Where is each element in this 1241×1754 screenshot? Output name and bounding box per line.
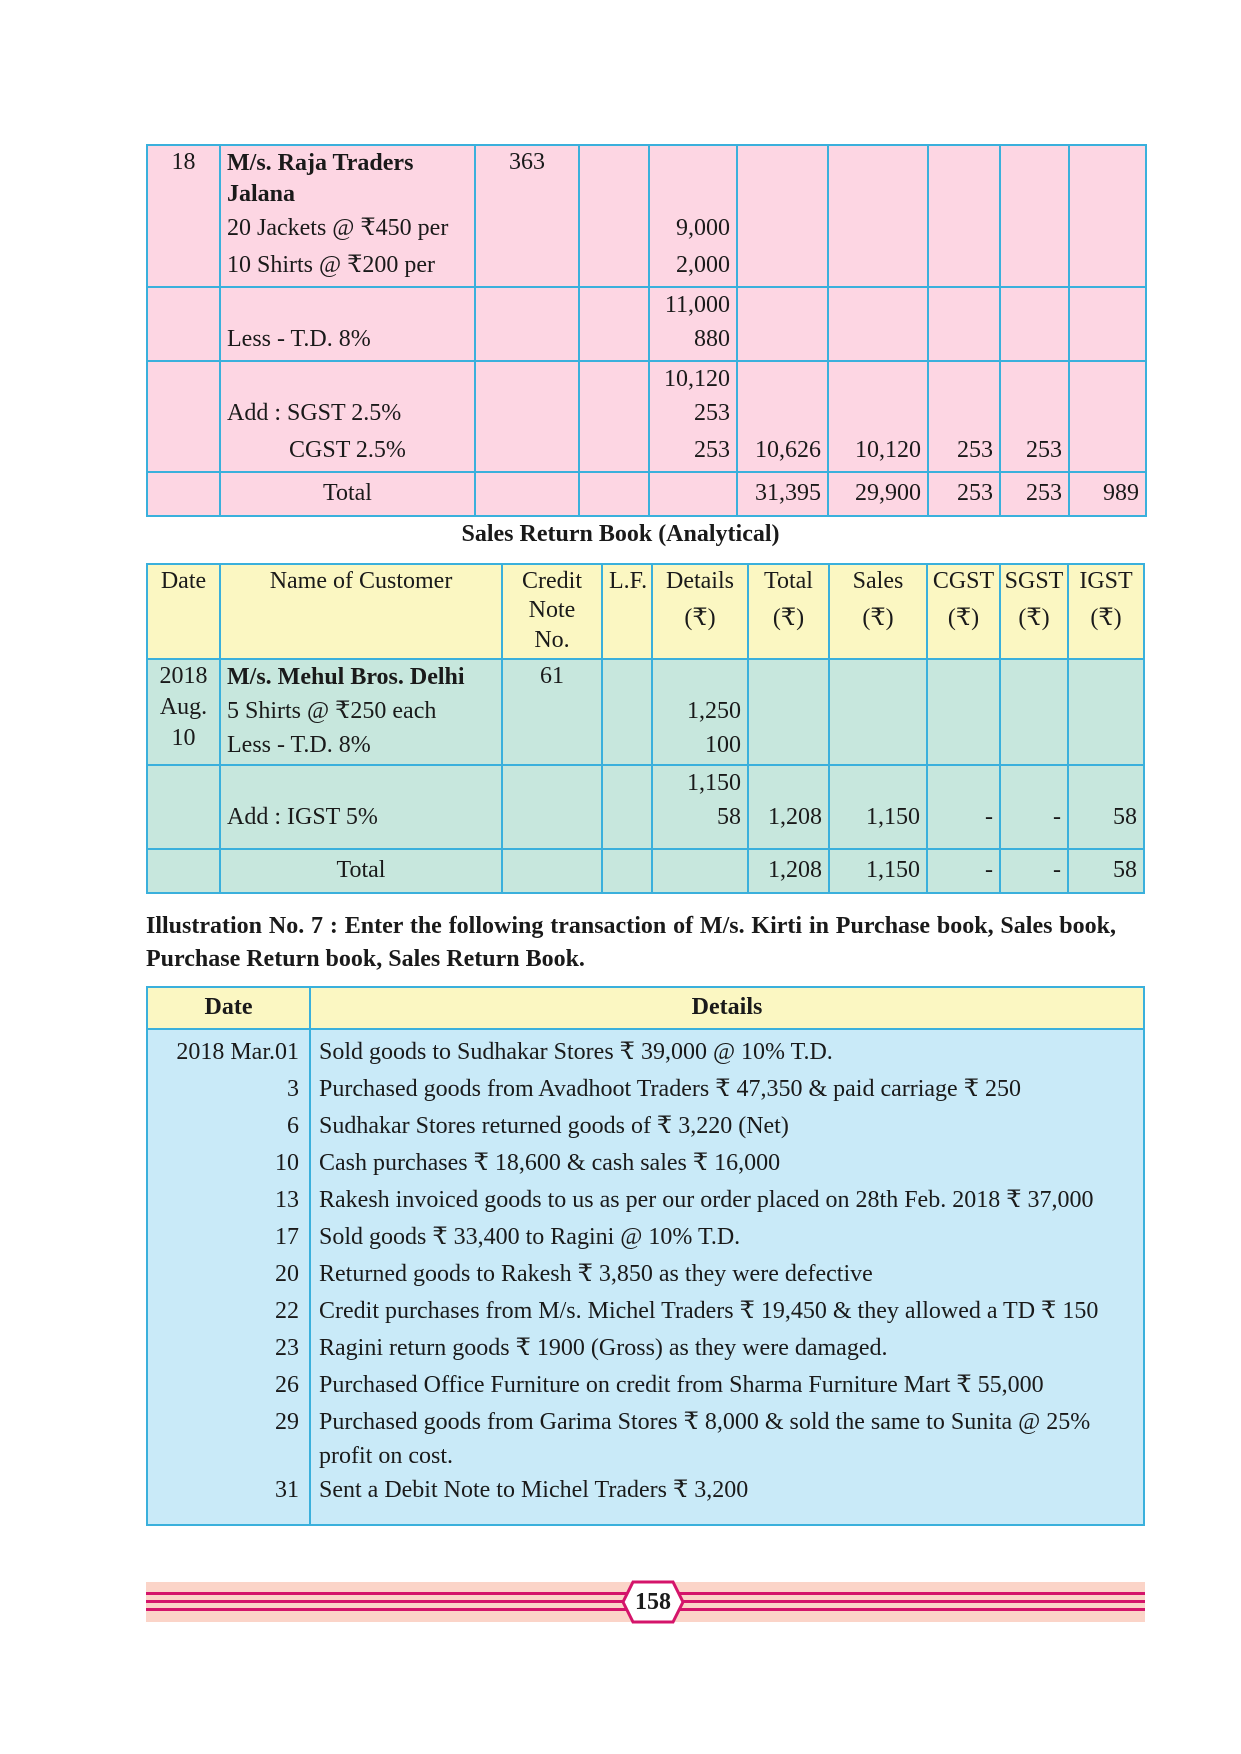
- sales-return-heading: Sales Return Book (Analytical): [461, 521, 780, 547]
- col-sgst: SGST (₹): [1000, 564, 1068, 659]
- details-cell: 1,150 58: [652, 765, 748, 849]
- total-label: Total: [220, 849, 502, 893]
- illustration-text: Illustration No. 7 : Enter the following transaction of M/s. Kirti in Purchase book, Sales book, Purchase Return book, Sales Return Book.: [146, 913, 1116, 972]
- header-row: [147, 564, 1144, 659]
- col-credit-note: Credit Note No.: [502, 564, 602, 659]
- sgst-cell: -: [1000, 765, 1068, 849]
- invoice-no-cell: 363: [475, 145, 579, 287]
- total-label: Total: [220, 472, 475, 516]
- table-row: [147, 765, 1144, 849]
- list-item: Purchased goods from Avadhoot Traders ₹ 47,350 & paid carriage ₹ 250: [319, 1076, 1021, 1102]
- igst-total-cell: 58: [1068, 849, 1144, 893]
- col-date: Date: [147, 564, 220, 659]
- purchase-book-continuation-table: [146, 144, 1147, 517]
- cgst-total-cell: 253: [928, 472, 1000, 516]
- sales-return-table: [146, 563, 1145, 894]
- list-item-continuation: profit on cost.: [319, 1443, 453, 1469]
- sgst-total-cell: 253: [1000, 472, 1069, 516]
- details-cell: 9,000 2,000: [649, 145, 737, 287]
- grand-total-cell: 31,395: [737, 472, 828, 516]
- note-no-cell: 61: [502, 659, 602, 765]
- table-row: [147, 659, 1144, 765]
- date-cell: 18: [147, 145, 220, 287]
- details-cell: 1,250 100: [652, 659, 748, 765]
- col-total: Total (₹): [748, 564, 829, 659]
- col-sales: Sales (₹): [829, 564, 927, 659]
- transactions-body: [147, 1029, 1144, 1525]
- list-item: Rakesh invoiced goods to us as per our order placed on 28th Feb. 2018 ₹ 37,000: [319, 1187, 1094, 1213]
- sales-cell: 10,120: [828, 361, 928, 472]
- table-row: [147, 849, 1144, 893]
- table-row: [147, 472, 1146, 516]
- list-item: Cash purchases ₹ 18,600 & cash sales ₹ 16,000: [319, 1150, 781, 1176]
- header-row: [147, 987, 1144, 1029]
- igst-cell: 58: [1068, 765, 1144, 849]
- cgst-cell: -: [927, 765, 1000, 849]
- igst-total-cell: 989: [1069, 472, 1146, 516]
- cgst-total-cell: -: [927, 849, 1000, 893]
- list-item: Purchased Office Furniture on credit from Sharma Furniture Mart ₹ 55,000: [319, 1372, 1044, 1398]
- list-item: Sudhakar Stores returned goods of ₹ 3,220 (Net): [319, 1113, 789, 1139]
- col-name: Name of Customer: [220, 564, 502, 659]
- page-footer: [146, 1582, 1145, 1622]
- sgst-total-cell: -: [1000, 849, 1068, 893]
- col-details: Details (₹): [652, 564, 748, 659]
- igst-label-cell: Add : IGST 5%: [220, 765, 502, 849]
- page-number: 158: [621, 1580, 685, 1624]
- grand-total-cell: 1,208: [748, 849, 829, 893]
- col-details: Details: [310, 987, 1144, 1029]
- list-item: Purchased goods from Garima Stores ₹ 8,000 & sold the same to Sunita @ 25%: [319, 1409, 1091, 1435]
- list-item: Sold goods to Sudhakar Stores ₹ 39,000 @ 10% T.D.: [319, 1039, 833, 1065]
- date-cell: 2018 Aug. 10: [147, 659, 220, 765]
- total-cell: 1,208: [748, 765, 829, 849]
- table-row: [147, 361, 1146, 472]
- sales-total-cell: 1,150: [829, 849, 927, 893]
- col-lf: L.F.: [602, 564, 652, 659]
- dates-cell: 2018 Mar.01 3 6 10 13 17 20 22 23 26 29 31: [147, 1029, 310, 1525]
- total-cell: 10,626: [737, 361, 828, 472]
- customer-cell: M/s. Mehul Bros. Delhi 5 Shirts @ ₹250 each Less - T.D. 8%: [220, 659, 502, 765]
- less-cell: Less - T.D. 8%: [220, 287, 475, 361]
- list-item: Ragini return goods ₹ 1900 (Gross) as they were damaged.: [319, 1335, 888, 1361]
- details-cell: 10,120 253 253: [649, 361, 737, 472]
- sales-total-cell: 29,900: [828, 472, 928, 516]
- table-row: [147, 145, 1146, 287]
- supplier-cell: M/s. Raja Traders Jalana 20 Jackets @ ₹450 per 10 Shirts @ ₹200 per: [220, 145, 475, 287]
- list-item: Sold goods ₹ 33,400 to Ragini @ 10% T.D.: [319, 1224, 741, 1250]
- gst-cell: Add : SGST 2.5% CGST 2.5%: [220, 361, 475, 472]
- list-item: Returned goods to Rakesh ₹ 3,850 as they were defective: [319, 1261, 873, 1287]
- sales-cell: 1,150: [829, 765, 927, 849]
- transactions-table: [146, 986, 1145, 1526]
- list-item: Sent a Debit Note to Michel Traders ₹ 3,200: [319, 1477, 749, 1503]
- sgst-cell: 253: [1000, 361, 1069, 472]
- list-item: Credit purchases from M/s. Michel Traders ₹ 19,450 & they allowed a TD ₹ 150: [319, 1298, 1099, 1324]
- table-row: [147, 287, 1146, 361]
- details-cell: [310, 1029, 1144, 1525]
- details-cell: 11,000 880: [649, 287, 737, 361]
- col-date: Date: [147, 987, 310, 1029]
- col-igst: IGST (₹): [1068, 564, 1144, 659]
- col-cgst: CGST (₹): [927, 564, 1000, 659]
- cgst-cell: 253: [928, 361, 1000, 472]
